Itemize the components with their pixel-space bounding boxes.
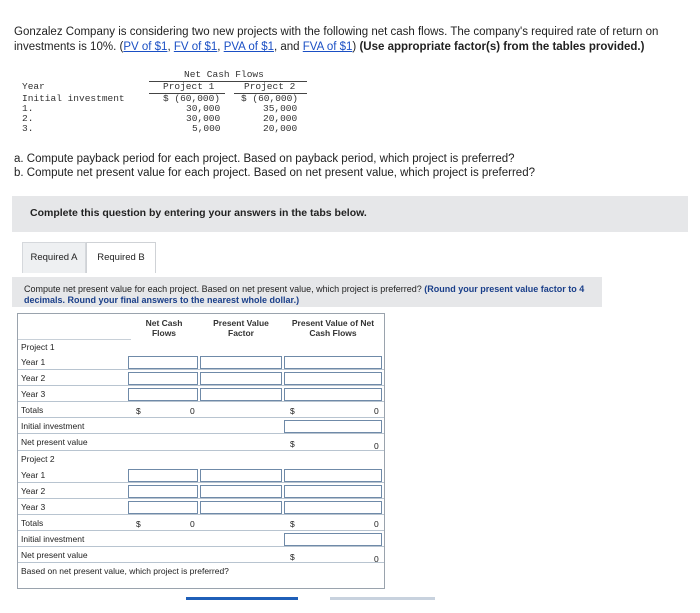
row-initial-investment: Initial investment <box>21 421 85 431</box>
p1-year1-pv-input[interactable] <box>284 356 382 369</box>
row-totals: Totals <box>21 518 44 528</box>
p2-year2-factor-input[interactable] <box>200 485 282 498</box>
row-initial-investment: Initial investment <box>21 534 85 544</box>
header-pv-factor: Present Value Factor <box>213 318 269 338</box>
link-pv[interactable]: PV of $1 <box>123 41 168 53</box>
p1-year3-factor-input[interactable] <box>200 388 282 401</box>
row-net-present-value: Net present value <box>21 437 88 447</box>
cf-p2-value: 20,000 <box>263 113 298 124</box>
scroll-indicator-secondary <box>330 597 435 600</box>
row-divider <box>18 530 384 531</box>
p1-initial-investment-input[interactable] <box>284 420 382 433</box>
p2-year3-factor-input[interactable] <box>200 501 282 514</box>
cf-p2-value: $ (60,000) <box>241 93 299 104</box>
npv-table <box>17 313 385 589</box>
row-year-1: Year 1 <box>21 357 46 367</box>
row-divider <box>18 401 384 402</box>
row-divider <box>18 546 384 547</box>
row-project-1: Project 1 <box>18 339 131 354</box>
p1-totals-cash-currency: $ <box>136 406 141 416</box>
p1-year2-factor-input[interactable] <box>200 372 282 385</box>
banner-text: Complete this question by entering your answers in the tabs below. <box>30 207 367 219</box>
cf-p2-value: 20,000 <box>263 123 298 134</box>
p2-npv-currency: $ <box>290 552 295 562</box>
p2-year1-cash-input[interactable] <box>128 469 198 482</box>
row-divider <box>18 562 384 563</box>
p1-year3-pv-input[interactable] <box>284 388 382 401</box>
question-b: b. Compute net present value for each project. Based on net present value, which project is preferred? <box>14 167 535 179</box>
instruction-banner <box>12 196 688 232</box>
p1-totals-cash-value: 0 <box>190 406 195 416</box>
p2-totals-cash-currency: $ <box>136 519 141 529</box>
p1-npv-currency: $ <box>290 439 295 449</box>
p2-totals-pv-currency: $ <box>290 519 295 529</box>
p1-year3-cash-input[interactable] <box>128 388 198 401</box>
col-year: Year <box>22 81 45 92</box>
p2-year1-factor-input[interactable] <box>200 469 282 482</box>
row-divider <box>18 498 384 499</box>
p1-npv-value: 0 <box>374 441 379 451</box>
cf-row-label: Initial investment <box>22 93 125 104</box>
p2-initial-investment-input[interactable] <box>284 533 382 546</box>
link-fva[interactable]: FVA of $1 <box>302 41 353 53</box>
cf-row-label: 3. <box>22 123 34 134</box>
header-pv-cash-flows: Present Value of Net Cash Flows <box>291 318 375 338</box>
cf-p2-value: 35,000 <box>263 103 298 114</box>
p2-year1-pv-input[interactable] <box>284 469 382 482</box>
intro-instruction: (Use appropriate factor(s) from the tables provided.) <box>359 41 645 53</box>
row-year-2: Year 2 <box>21 373 46 383</box>
questions <box>14 152 535 180</box>
p2-year2-cash-input[interactable] <box>128 485 198 498</box>
p1-totals-pv-value: 0 <box>374 406 379 416</box>
p1-year1-cash-input[interactable] <box>128 356 198 369</box>
p1-year2-pv-input[interactable] <box>284 372 382 385</box>
p2-year3-cash-input[interactable] <box>128 501 198 514</box>
row-divider <box>18 369 384 370</box>
p2-totals-pv-value: 0 <box>374 519 379 529</box>
p2-npv-value: 0 <box>374 554 379 564</box>
tab-required-b[interactable]: Required B <box>86 242 156 273</box>
link-pva[interactable]: PVA of $1 <box>223 41 274 53</box>
p1-totals-pv-currency: $ <box>290 406 295 416</box>
link-fv[interactable]: FV of $1 <box>173 41 218 53</box>
cf-p1-value: 30,000 <box>186 103 221 114</box>
question-a: a. Compute payback period for each project. Based on payback period, which project is preferred? <box>14 153 515 165</box>
row-year-1: Year 1 <box>21 470 46 480</box>
problem-intro: Gonzalez Company is considering two new projects with the following net cash flows. The company's required rate of return on investments is 10%. (PV of $1, FV of $1, PVA of $1, and FVA of $1) (Use appropriate factor(s) from the tables provided.) <box>14 26 659 53</box>
cf-p1-value: $ (60,000) <box>163 93 221 104</box>
col-project-1: Project 1 <box>163 81 215 92</box>
cash-flow-table <box>22 70 322 140</box>
scroll-indicator <box>186 597 298 600</box>
row-preferred-question: Based on net present value, which project is preferred? <box>21 566 229 576</box>
panel-text: Compute net present value for each project. Based on net present value, which project is preferred? (Round your present value factor to 4 decimals. Round your final answers to the nearest whole dollar.) <box>24 284 585 305</box>
row-divider <box>18 482 384 483</box>
cash-flow-title: Net Cash Flows <box>184 69 264 80</box>
cf-row-label: 1. <box>22 103 34 114</box>
row-project-2: Project 2 <box>21 454 55 464</box>
row-net-present-value: Net present value <box>21 550 88 560</box>
row-divider <box>18 514 384 515</box>
row-year-2: Year 2 <box>21 486 46 496</box>
col-project-2: Project 2 <box>244 81 296 92</box>
cf-row-label: 2. <box>22 113 34 124</box>
row-year-3: Year 3 <box>21 389 46 399</box>
row-divider <box>18 417 384 418</box>
intro-text: Gonzalez Company is considering two new projects with the following net cash flows. The company's required rate of return on investments is 10%. <box>14 26 659 53</box>
question-panel <box>12 277 602 307</box>
row-divider <box>18 450 384 451</box>
row-divider <box>18 385 384 386</box>
p1-year1-factor-input[interactable] <box>200 356 282 369</box>
p2-year3-pv-input[interactable] <box>284 501 382 514</box>
row-totals: Totals <box>21 405 44 415</box>
header-net-cash-flows: Net Cash Flows <box>145 318 183 338</box>
p2-totals-cash-value: 0 <box>190 519 195 529</box>
row-year-3: Year 3 <box>21 502 46 512</box>
row-divider <box>18 433 384 434</box>
tab-required-a[interactable]: Required A <box>22 242 86 273</box>
p1-year2-cash-input[interactable] <box>128 372 198 385</box>
cf-p1-value: 30,000 <box>186 113 221 124</box>
cf-p1-value: 5,000 <box>192 123 221 134</box>
p2-year2-pv-input[interactable] <box>284 485 382 498</box>
